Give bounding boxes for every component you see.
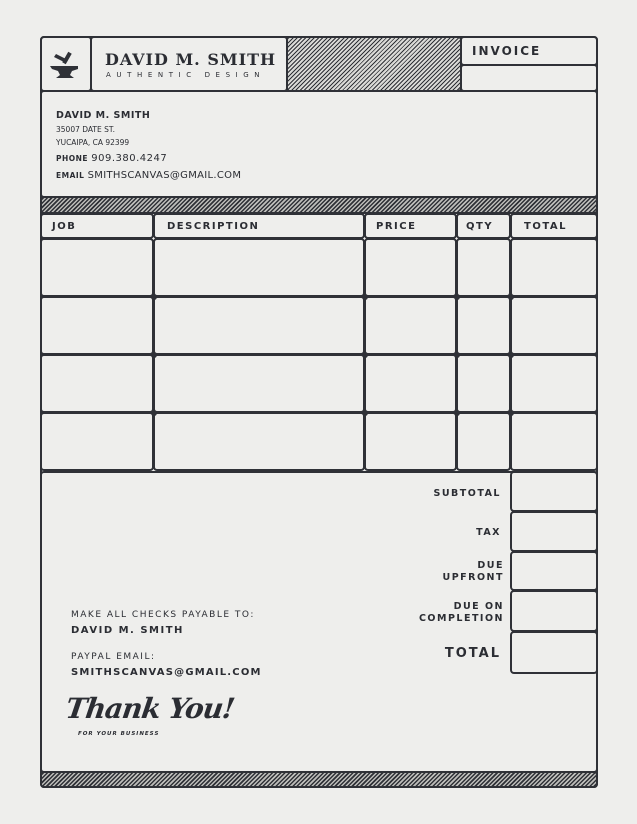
table-cell-total[interactable] <box>510 412 598 471</box>
table-cell-price[interactable] <box>364 238 457 297</box>
paypal-label: PAYPAL EMAIL: <box>71 652 156 662</box>
grid-junction-dot <box>151 294 157 300</box>
tax-label: TAX <box>476 527 501 538</box>
grid-junction-dot <box>151 410 157 416</box>
grid-junction-dot <box>454 410 460 416</box>
thank-you-script: Thank You! <box>63 692 237 725</box>
thank-you-subtitle: FOR YOUR BUSINESS <box>78 731 160 737</box>
anvil-hammer-icon <box>48 50 84 80</box>
logo-box <box>40 36 92 92</box>
invoice-title-box <box>460 36 598 66</box>
total-label: TOTAL <box>444 646 501 661</box>
grid-junction-dot <box>362 294 368 300</box>
paypal-email: SMITHSCANVAS@GMAIL.COM <box>71 667 262 678</box>
grid-junction-dot <box>454 294 460 300</box>
table-cell-total[interactable] <box>510 296 598 355</box>
subtotal-label: SUBTOTAL <box>433 488 501 499</box>
table-cell-price[interactable] <box>364 354 457 413</box>
grid-junction-dot <box>454 352 460 358</box>
table-cell-description[interactable] <box>153 296 365 355</box>
email-value: SMITHSCANVAS@GMAIL.COM <box>87 170 242 181</box>
table-cell-description[interactable] <box>153 238 365 297</box>
sender-address-line1: 35007 DATE ST. <box>56 125 115 134</box>
sender-phone-row <box>56 153 167 164</box>
table-cell-job[interactable] <box>40 296 154 355</box>
due-completion-field[interactable] <box>510 590 598 632</box>
table-cell-total[interactable] <box>510 354 598 413</box>
grid-junction-dot <box>362 410 368 416</box>
divider-hatch-band <box>40 196 598 214</box>
sender-name: DAVID M. SMITH <box>56 110 151 121</box>
checks-payable-label: MAKE ALL CHECKS PAYABLE TO: <box>71 610 255 620</box>
grid-junction-dot <box>508 352 514 358</box>
brand-box <box>90 36 288 92</box>
tax-field[interactable] <box>510 511 598 552</box>
total-field[interactable] <box>510 631 598 674</box>
table-cell-job[interactable] <box>40 354 154 413</box>
table-cell-qty[interactable] <box>456 238 511 297</box>
grid-junction-dot <box>508 294 514 300</box>
table-cell-qty[interactable] <box>456 412 511 471</box>
table-cell-job[interactable] <box>40 238 154 297</box>
sender-info-box <box>40 90 598 198</box>
checks-payable-name: DAVID M. SMITH <box>71 625 184 636</box>
table-cell-description[interactable] <box>153 354 365 413</box>
sender-email-row <box>56 170 241 181</box>
invoice-number-field[interactable] <box>460 64 598 92</box>
due-upfront-field[interactable] <box>510 551 598 591</box>
table-cell-qty[interactable] <box>456 354 511 413</box>
phone-value: 909.380.4247 <box>91 153 168 164</box>
table-cell-description[interactable] <box>153 412 365 471</box>
table-cell-price[interactable] <box>364 412 457 471</box>
footer-hatch-band <box>40 771 598 788</box>
brand-name: DAVID M. SMITH <box>105 50 277 69</box>
grid-junction-dot <box>508 410 514 416</box>
invoice-title: INVOICE <box>472 44 542 58</box>
col-header-job: JOB <box>40 213 154 239</box>
col-header-qty: QTY <box>456 213 511 239</box>
sender-address-line2: YUCAIPA, CA 92399 <box>56 138 130 147</box>
due-upfront-label: DUE UPFRONT <box>442 560 504 583</box>
phone-label: PHONE <box>56 154 89 163</box>
col-header-total: TOTAL <box>510 213 598 239</box>
due-completion-label: DUE ON COMPLETION <box>418 601 504 624</box>
table-cell-qty[interactable] <box>456 296 511 355</box>
col-header-description: DESCRIPTION <box>153 213 365 239</box>
header-hatch-panel <box>286 36 462 92</box>
table-cell-job[interactable] <box>40 412 154 471</box>
col-header-price: PRICE <box>364 213 457 239</box>
brand-tagline: AUTHENTIC DESIGN <box>106 71 266 79</box>
table-cell-total[interactable] <box>510 238 598 297</box>
email-label: EMAIL <box>56 171 85 180</box>
grid-junction-dot <box>362 352 368 358</box>
grid-junction-dot <box>151 352 157 358</box>
subtotal-field[interactable] <box>510 471 598 512</box>
table-cell-price[interactable] <box>364 296 457 355</box>
